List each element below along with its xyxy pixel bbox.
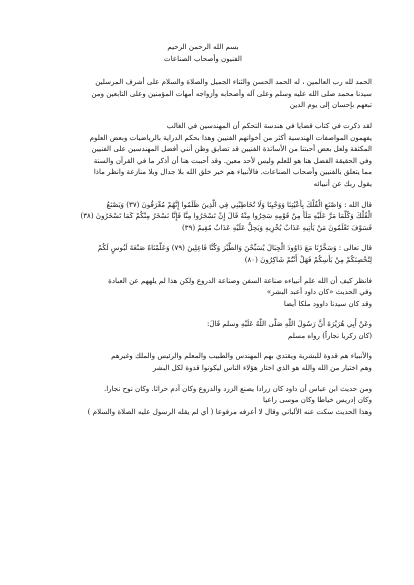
text-line: الحمد لله رب العالمين ، له الحمد الحسن والثناء الجميل والصلاة والسلام على أشرف المرسلين [95,77,372,87]
text-line: وعَنْ أَبِي هُرَيْرَةَ أَنَّ رَسُولَ اللَّهِ صَلَّى اللَّهُ عَلَيْهِ وسلم قَالَ: [206,319,372,329]
text-line: لِتُحْصِنَكُمْ مِنْ بَأْسِكُمْ فَهَلْ أَنْتُمْ شَاكِرُونَ (٨٠) [244,254,372,264]
text-line: مما يتعلق بالفنيين وأصحاب الصناعات. فالأنبياء هم خير خلق الله بلا جدال وبلا منازعة وانظر ماذا [93,167,372,177]
text-line: وهم اختيار من الله والله هو الذي اختار هؤلاء الناس ليكونوا قدوة لكل البشر [152,363,372,373]
quran-verse-paragraph [34,242,372,265]
text-line: (كان زكريا نجاراً) رواه مسلم [287,330,372,340]
text-line: وهذا الحديث سكت عنه الألباني وقال لا أعرفه مرفوعا ( أي لم يقله الرسول عليه الصلاة والسلام ) [87,406,372,416]
text-line: لقد ذكرت في كتاب قضايا في هندسة التحكم أن المهندسين في الغالب [166,120,372,130]
basmala-heading: بسم الله الرحمن الرحيم [167,42,239,51]
quran-verse-paragraph [34,199,372,234]
text-paragraph [34,275,372,310]
text-line: وفي الحديث «كان داود أعبد البشر» [266,287,372,297]
text-line: فَسَوْفَ تَعْلَمُونَ مَنْ يَأْتِيهِ عَذَابٌ يُخْزِيهِ وَيَحِلُّ عَلَيْهِ عَذَابٌ مُقِيمٌ (٣٩) [181,222,372,232]
text-paragraph [34,76,372,111]
text-line: يقول ربك عن أنبيائه [313,178,372,188]
document-subtitle: الفنيون وأصحاب الصناعات [164,53,242,63]
text-line: الْفُلْكَ وَكُلَّمَا مَرَّ عَلَيْهِ مَلَأٌ مِنْ قَوْمِهِ سَخِرُوا مِنْهُ قَالَ إِنْ تَسْخَرُوا مِنَّا فَإِنَّا نَسْخَرُ مِنْكُمْ كَمَا تَسْخَرُونَ (٣٨) [80,211,372,221]
text-paragraph [34,318,372,341]
text-line: وفي الحقيقة الفضل هنا هو للعلم وليس لأحد معين. وقد أحببت هنا أن أذكر ما في القرآن والسنة [93,155,372,165]
document-body [34,76,372,417]
text-line: يفهمون المواصفات الهندسية أكثر من أخوانهم الفنيين وهذا بحكم الدراية بالرياضيات وبعض العلوم [89,132,372,142]
text-line: فانظر كيف أن الله علم أنبياءه صناعة السفن وصناعة الدروع ولكن هذا لم يلههم عن العبادة [108,275,372,285]
text-line: قال تعالى : وَسَخَّرْنَا مَعَ دَاوُودَ الْجِبَالَ يُسَبِّحْنَ وَالطَّيْرَ وَكُنَّا فَاعِلِينَ (٧٩) وَعَلَّمْنَاهُ صَنْعَةَ لَبُوسٍ لَكُمْ [97,243,372,253]
text-line: سيدنا محمد صلى الله عليه وسلم وعلى آله وأصحابه وأزواجه أمهات المؤمنين وعلى التابعين ومن [91,88,372,98]
text-line: والأنبياء هم قدوة للبشرية ويقتدي بهم المهندس والطبيب والمعلم والرئيس والملك وغيرهم [111,351,372,361]
text-line: وقد كان سيدنا داوود ملكا أيضا [283,298,372,308]
text-line: تبعهم بإحسان إلى يوم الدين [289,100,372,110]
text-line: قال الله : وَاصْنَعِ الْفُلْكَ بِأَعْيُنِنَا وَوَحْيِنَا وَلَا تُخَاطِبْنِي فِي الَّذِينَ ظَلَمُوا إِنَّهُمْ مُغْرَقُونَ (٣٧) وَيَصْنَعُ [106,199,372,209]
text-line: المكثفة ولعل بعض أحبتنا من الأساتذة الفنيين قد تضايق وظن أنني أفضل المهندسين على الفنيين [91,144,372,154]
text-paragraph [34,350,372,373]
text-line: ومن حديث ابن عباس أن داود كان زرادا يصنع الزرد والدروع وكان آدم حراثا. وكان نوح نجارا. [103,383,372,393]
text-paragraph [34,383,372,418]
text-line: وكان إدريس خياطا وكان موسى راعيا [263,395,372,405]
text-paragraph [34,120,372,190]
